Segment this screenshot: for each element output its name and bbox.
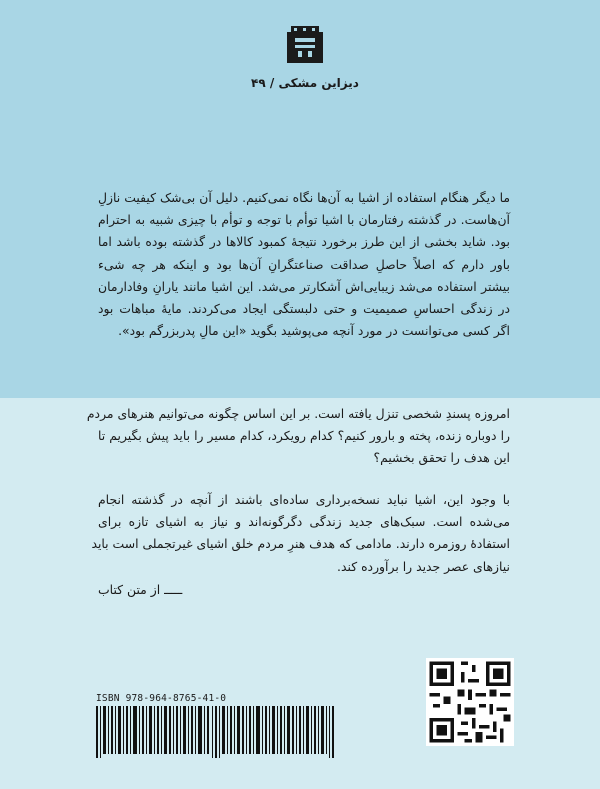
text-line: باور دارم که اصلاً حاصلِ صداقت صناعتگرانِ آن‌ها بود و اینکه هر چه شیء <box>98 256 510 272</box>
paragraph-2 <box>86 403 510 470</box>
text-line: آن‌هاست. در گذشته رفتارمان با اشیا توأم با توجه و توأم با چیزی شبیه به احترام <box>98 212 510 228</box>
text-line: این هدف را تحقق بخشیم؟ <box>373 450 510 466</box>
text-line: ما دیگر هنگام استفاده از اشیا به آن‌ها نگاه نمی‌کنیم. دلیل آن بی‌شک کیفیت نازلِ <box>98 190 510 205</box>
paragraph-1 <box>98 187 510 342</box>
text-line: با وجود این، اشیا نباید نسخه‌برداری ساده‌ای باشند از آنچه در گذشته انجام <box>98 492 510 507</box>
text-line: در زندگی احساسِ صمیمیت و حتی دلبستگی ایجاد می‌کردند. مایهٔ مباهات بود <box>98 301 510 317</box>
publisher-logo-icon <box>286 24 324 64</box>
text-line: بیشتر استفاده می‌شد زیبایی‌اش آشکارتر می‌شد. این اشیا مانند یارانِ وفادارمان <box>98 278 510 294</box>
series-label: دیزاین مشکی / ۴۹ <box>251 76 359 90</box>
text-line: بود. شاید بخشی از این طرز برخورد نتیجهٔ کمبود کالاها در گذشته بوده باشد اما <box>98 234 510 250</box>
text-line: را دوباره زنده، پخته و بارور کنیم؟ کدام رویکرد، کدام مسیر را باید پیش بگیریم تا <box>98 428 510 444</box>
barcode-icon <box>96 706 336 758</box>
qr-code-icon <box>426 658 514 746</box>
text-line: می‌شده است. سبک‌های جدید زندگی دگرگونه‌اند و نیاز به اشیای تازه برای <box>98 514 510 530</box>
text-line: نیازهای عصر جدید را برآورده کند. <box>337 558 510 574</box>
source-attribution: ـــــ از متن کتاب <box>98 582 183 597</box>
isbn-label: ISBN 978-964-8765-41-0 <box>96 693 227 704</box>
text-line: استفادهٔ روزمره دارند. مادامی که هدف هنرِ مردم خلق اشیای غیرتجملی است باید <box>91 536 510 552</box>
paragraph-3 <box>91 489 510 578</box>
text-line: امروزه پسندِ شخصی تنزل یافته است. بر این اساس چگونه می‌توانیم هنرهای مردم <box>86 406 510 421</box>
text-line: اگر کسی می‌توانست در مورد آنچه می‌پوشید بگوید «این مالِ پدربزرگم بود». <box>118 323 510 339</box>
